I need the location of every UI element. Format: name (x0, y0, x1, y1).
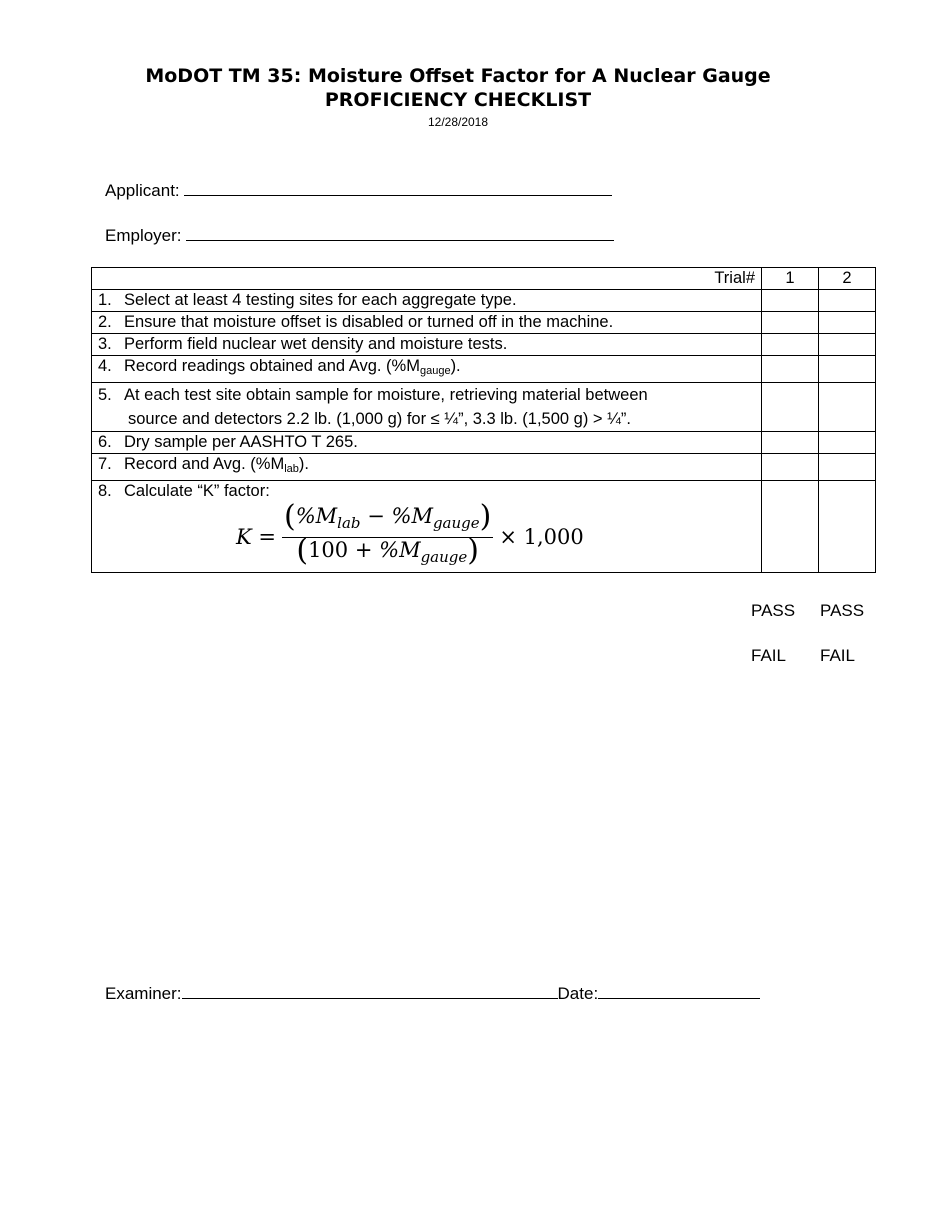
table-row (92, 312, 876, 334)
step-number: 5. (98, 386, 112, 404)
step-text-after: ). (298, 455, 309, 473)
employer-label: Employer: (105, 226, 182, 245)
document-title: MoDOT TM 35: Moisture Offset Factor for A Nuclear Gauge (145, 65, 771, 87)
step-cell (92, 383, 762, 432)
trial-2-checkbox-cell[interactable] (819, 334, 876, 356)
date-blank-line[interactable] (598, 981, 760, 999)
trial-2-checkbox-cell[interactable] (819, 454, 876, 481)
document-date: 12/28/2018 (427, 115, 489, 129)
step-cell (92, 356, 762, 383)
formula-subscript: gauge (420, 548, 468, 566)
step-subscript: lab (284, 463, 299, 475)
step-number: 2. (98, 313, 112, 331)
trial-1-checkbox-cell[interactable] (762, 454, 819, 481)
step-text-after: ). (450, 357, 461, 375)
trial-2-pass-option[interactable]: PASS (820, 601, 865, 620)
step-number: 3. (98, 335, 112, 353)
formula-subscript: lab (337, 514, 361, 532)
trial-1-checkbox-cell[interactable] (762, 383, 819, 432)
step-cell (92, 481, 762, 573)
table-row (92, 356, 876, 383)
trial-1-fail-option[interactable]: FAIL (751, 646, 786, 665)
formula-denominator: $(100 + \%M_{gauge})$ (296, 533, 479, 568)
trial-2-checkbox-cell[interactable] (819, 481, 876, 573)
k-factor-formula (98, 499, 755, 572)
applicant-label: Applicant: (105, 181, 180, 200)
formula-lhs: K = (236, 524, 276, 549)
table-row (92, 481, 876, 573)
formula-term: 100 + (308, 538, 373, 562)
title-block (0, 64, 916, 130)
step-cell (92, 432, 762, 454)
formula-numerator: $(\%M_{lab} - \%M_{gauge})$ (282, 506, 493, 538)
step-text: Ensure that moisture offset is disabled or turned off in the machine. (124, 313, 614, 331)
step-number: 8. (98, 482, 112, 500)
formula-operator: − (367, 504, 385, 528)
table-row (92, 290, 876, 312)
step-text-continued: source and detectors 2.2 lb. (1,000 g) for ≤ ¼”, 3.3 lb. (1,500 g) > ¼”. (128, 410, 631, 428)
employer-field[interactable] (105, 223, 614, 247)
formula-subscript: gauge (432, 514, 480, 532)
trial-2-header: 2 (819, 268, 876, 290)
trial-2-checkbox-cell[interactable] (819, 312, 876, 334)
step-text: Record and Avg. (%M (124, 455, 285, 473)
step-text: Dry sample per AASHTO T 265. (124, 433, 358, 451)
table-row (92, 383, 876, 432)
trial-1-checkbox-cell[interactable] (762, 334, 819, 356)
trial-header-label: Trial# (92, 268, 762, 290)
formula-term: %M (379, 538, 421, 562)
trial-1-header: 1 (762, 268, 819, 290)
date-label: Date: (557, 984, 599, 1003)
step-cell (92, 454, 762, 481)
trial-1-pass-option[interactable]: PASS (751, 601, 796, 620)
examiner-blank-line[interactable] (182, 981, 558, 999)
trial-1-checkbox-cell[interactable] (762, 290, 819, 312)
examiner-signature-line[interactable] (105, 981, 760, 1005)
step-text: Select at least 4 testing sites for each aggregate type. (124, 291, 517, 309)
proficiency-checklist-table (91, 267, 876, 573)
step-cell (92, 290, 762, 312)
trial-1-checkbox-cell[interactable] (762, 481, 819, 573)
document-subtitle: PROFICIENCY CHECKLIST (324, 89, 592, 111)
step-text: Record readings obtained and Avg. (%M (124, 357, 420, 375)
examiner-label: Examiner: (105, 984, 182, 1003)
step-subscript: gauge (419, 365, 451, 377)
step-text: At each test site obtain sample for moisture, retrieving material between (124, 386, 648, 404)
step-text: Calculate “K” factor: (124, 482, 270, 500)
trial-1-checkbox-cell[interactable] (762, 312, 819, 334)
step-number: 1. (98, 291, 112, 309)
applicant-blank-line[interactable] (184, 178, 612, 196)
formula-multiplier: × 1,000 (499, 524, 584, 549)
trial-2-checkbox-cell[interactable] (819, 356, 876, 383)
applicant-field[interactable] (105, 178, 612, 202)
table-row (92, 334, 876, 356)
step-number: 6. (98, 433, 112, 451)
formula-term: %M (391, 504, 433, 528)
trial-1-checkbox-cell[interactable] (762, 432, 819, 454)
formula-fraction (282, 499, 493, 568)
trial-1-checkbox-cell[interactable] (762, 356, 819, 383)
step-text: Perform field nuclear wet density and moisture tests. (124, 335, 508, 353)
step-cell (92, 312, 762, 334)
step-number: 7. (98, 455, 112, 473)
trial-2-checkbox-cell[interactable] (819, 290, 876, 312)
trial-2-checkbox-cell[interactable] (819, 383, 876, 432)
table-header-row (92, 268, 876, 290)
table-row (92, 432, 876, 454)
trial-2-checkbox-cell[interactable] (819, 432, 876, 454)
formula-term: %M (295, 504, 338, 528)
trial-2-fail-option[interactable]: FAIL (820, 646, 855, 665)
employer-blank-line[interactable] (186, 223, 614, 241)
table-row (92, 454, 876, 481)
step-cell (92, 334, 762, 356)
step-number: 4. (98, 357, 112, 375)
